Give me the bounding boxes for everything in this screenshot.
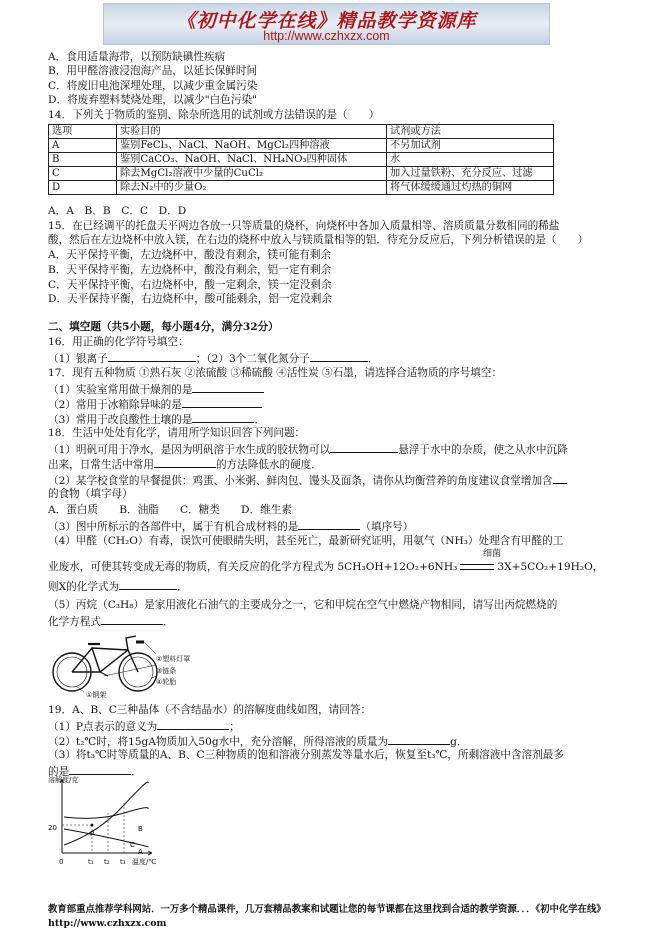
q14-stem: 14．下列关于物质的鉴别、除杂所选用的试剂或方法错误的是（ ） <box>48 109 380 121</box>
q13-option-b: B．用甲醛溶液浸泡海产品，以延长保鲜时间 <box>48 65 258 77</box>
punct: ． <box>177 581 188 593</box>
q18-l5: A．蛋白质 B．油脂 C．糖类 D．维生素 <box>48 504 292 516</box>
table-header-row <box>49 125 554 139</box>
table-cell: 除去N₂中的少量O₂ <box>117 181 387 195</box>
q18-l3: （2）某学校食堂的早餐提供：鸡蛋、小米粥、鲜肉包、馒头及面条，请你从均衡营养的角度建议食堂增加含 <box>48 475 553 487</box>
q18-l7: （4）甲醛（CH₂O）有毒，误饮可使眼睛失明，甚至死亡，最新研究证明，用氨气（NH₃）处理含有甲醛的工 <box>48 535 564 547</box>
q15-stem-1: 15．在已经调平的托盘天平两边各放一只等质量的烧杯，向烧杯中各加入质量相等、溶质质量分数相同的稀盐 <box>48 220 560 232</box>
table-cell: 鉴别FeCl₃、NaCl、NaOH、MgCl₂四种溶液 <box>117 139 387 153</box>
q17-p1 <box>48 381 264 397</box>
graph-x-label: 温度/℃ <box>132 858 157 866</box>
graph-x-tick-t1: t₁ <box>88 858 94 866</box>
q18-l6b: （填序号） <box>360 521 414 533</box>
banner-url[interactable]: http://www.czhxzx.com <box>263 29 390 43</box>
table-cell: 不另加试剂 <box>387 139 554 153</box>
q19-p2a: （2）t₂℃时，将15gA物质加入50g水中，充分溶解，所得溶液的质量为 <box>48 736 389 748</box>
table-cell: 鉴别CaCO₃、NaOH、NaCl、NH₄NO₃四种固体 <box>117 153 387 167</box>
answer-blank[interactable] <box>298 518 360 530</box>
curve-b <box>64 808 148 819</box>
reaction-condition-label: 细菌 <box>483 549 502 559</box>
graph-x-tick-t2: t₂ <box>104 858 110 866</box>
q18-l2b: 的方法降低水的硬度． <box>215 459 322 471</box>
q19-p3: （3）将t₃℃时等质量的A、B、C三种物质的饱和溶液分别蒸发等量水后，恢复至t₃℃，所剩溶液中含溶剂最多 <box>48 749 564 761</box>
table-cell: 加入过量铁粉、充分反应、过滤 <box>387 167 554 181</box>
punct: ． <box>254 414 266 426</box>
q18-l3 <box>48 472 567 488</box>
answer-blank[interactable] <box>192 381 264 393</box>
graph-x-tick-t3: t₃ <box>120 858 126 866</box>
q19-p1 <box>48 718 240 734</box>
punct: ． <box>367 353 379 365</box>
graph-label-b: B <box>138 825 143 833</box>
q19-p1a: （1）P点表示的意义为 <box>48 721 158 733</box>
table-row <box>49 167 554 181</box>
answer-blank[interactable] <box>553 472 567 484</box>
q18-l11a: 化学方程式 <box>48 616 101 628</box>
q13-option-a: A．食用适量海带，以预防缺碘性疾病 <box>48 51 226 63</box>
punct: ； <box>229 721 240 733</box>
q17-p3-text: （3）常用于改良酸性土壤的是 <box>48 414 193 426</box>
curve-c <box>64 829 148 847</box>
graph-label-c: C <box>130 841 135 849</box>
answer-blank[interactable] <box>157 718 229 730</box>
q18-l1 <box>48 441 568 457</box>
table-header-cell: 选项 <box>49 125 117 139</box>
answer-blank[interactable] <box>101 613 163 625</box>
q18-l9 <box>48 578 188 594</box>
q19-p4a: 的是 <box>48 766 70 778</box>
q15-option-b: B．天平保持平衡，左边烧杯中，酸没有剩余，铝一定有剩余 <box>48 264 332 276</box>
bike-label-frame: ①钢架 <box>86 691 107 699</box>
table-row <box>49 153 554 167</box>
q18-l8 <box>48 560 603 574</box>
bike-label-lampshade: ②塑料灯罩 <box>156 655 191 663</box>
q17-p3 <box>48 411 265 427</box>
curve-a <box>64 782 148 845</box>
q15-option-a: A．天平保持平衡，左边烧杯中，酸没有剩余，镁可能有剩余 <box>48 249 332 261</box>
q18-l6a: （3）图中所标示的各部件中，属于有机合成材料的是 <box>48 521 299 533</box>
q18-l1b: 悬浮于水中的杂质，使之从水中沉降 <box>398 444 568 456</box>
answer-blank[interactable] <box>192 411 254 423</box>
q18-l10: （5）丙烷（C₃H₈）是家用液化石油气的主要成分之一，它和甲烷在空气中燃烧产物相同，请写出丙烷燃烧的 <box>48 599 558 611</box>
q18-stem: 18．生活中处处有化学，请用所学知识回答下列问题： <box>48 427 306 439</box>
point-p <box>91 824 94 827</box>
q17-p2-text: （2）常用于冰箱除异味的是 <box>48 399 182 411</box>
answer-blank[interactable] <box>330 441 398 453</box>
q18-l2a: 出来，日常生活中常用 <box>48 459 154 471</box>
table-row <box>49 139 554 153</box>
answer-blank[interactable] <box>310 350 368 362</box>
graph-y-label: 溶解度/克 <box>48 776 79 784</box>
q17-p1-text: （1）实验室常用做干燥剂的是 <box>48 384 193 396</box>
bike-label-chain: ③链条 <box>156 667 177 675</box>
q19-p2b: g． <box>450 736 468 748</box>
table-cell: 水 <box>387 153 554 167</box>
header-banner <box>103 3 550 45</box>
section-heading: 二、填空题（共5小题，每小题4分，满分32分） <box>48 321 279 333</box>
table-row <box>49 181 554 195</box>
graph-label-p: P <box>90 830 95 838</box>
equation-arrow <box>460 564 494 570</box>
q18-l8b: 3X+5CO₂+19H₂O， <box>497 561 604 573</box>
q15-option-d: D．天平保持平衡，右边烧杯中，酸可能剩余，铝一定没剩余 <box>48 293 332 305</box>
answer-blank[interactable] <box>119 578 177 590</box>
q19-stem: 19．A、B、C三种晶体（不含结晶水）的溶解度曲线如图，请回答： <box>48 704 372 716</box>
q17-stem: 17．现有五种物质 ①熟石灰 ②浓硫酸 ③稀硫酸 ④活性炭 ⑤石墨，请选择合适物质的序号填空： <box>48 367 503 379</box>
q18-l6 <box>48 518 413 534</box>
q16-part2: ；（2）3个二氧化氮分子 <box>195 353 310 365</box>
q18-l2 <box>48 456 322 472</box>
table-header-cell: 试剂或方法 <box>387 125 554 139</box>
q16-part1: （1）银离子 <box>48 353 108 365</box>
q18-l9a: 则X的化学式为 <box>48 581 120 593</box>
answer-blank[interactable] <box>388 733 450 745</box>
answer-blank[interactable] <box>108 350 196 362</box>
page-footer: 教育部重点推荐学科网站．一万多个精品课件，几万套精品教案和试题让您的每节课都在这里找到合适的教学资源．．．《初中化学在线》http://www.czhxzx.com <box>48 904 606 929</box>
table-header-cell: 实验目的 <box>117 125 387 139</box>
q18-l8a: 业废水，可使其转变成无毒的物质，有关反应的化学方程式为 5CH₃OH+12O₂+6NH₃ <box>48 561 458 573</box>
banner-title: 《初中化学在线》精品教学资源库 <box>176 10 477 32</box>
table-cell: 将气体缓缓通过灼热的铜网 <box>387 181 554 195</box>
graph-label-a: A <box>138 848 143 856</box>
punct: ． <box>162 616 174 628</box>
table-cell: D <box>49 181 117 195</box>
table-cell: B <box>49 153 117 167</box>
q13-option-d: D．将废弃塑料焚烧处理，以减少"白色污染" <box>48 94 257 106</box>
q19-p2 <box>48 733 468 749</box>
q15-stem-2: 酸，然后在左边烧杯中放入镁，在右边的烧杯中放入与镁质量相等的铝．待充分反应后，下列分析错误的是（ ） <box>48 234 589 246</box>
q14-table <box>48 124 554 195</box>
punct: ． <box>131 766 142 778</box>
q16-stem: 16．用正确的化学符号填空： <box>48 336 189 348</box>
q18-l11 <box>48 613 174 629</box>
graph-y-tick: 20 <box>48 824 57 832</box>
table-cell: C <box>49 167 117 181</box>
table-cell: A <box>49 139 117 153</box>
answer-blank[interactable] <box>182 396 262 408</box>
bike-label-tire: ④轮胎 <box>156 678 177 686</box>
graph-x-tick-0: 0 <box>59 858 64 866</box>
q18-l1a: （1）明矾可用于净水，是因为明矾溶于水生成的胶状物可以 <box>48 444 331 456</box>
q18-l4: 的食物（填字母） <box>48 488 133 500</box>
q15-option-c: C．天平保持平衡，右边烧杯中，酸一定剩余，镁一定没剩余 <box>48 279 332 291</box>
table-cell: 除去MgCl₂溶液中少量的CuCl₂ <box>117 167 387 181</box>
q17-p2 <box>48 396 262 412</box>
q13-option-c: C．将废旧电池深埋处理，以减少重金属污染 <box>48 80 258 92</box>
answer-blank[interactable] <box>154 456 216 468</box>
q14-options: A．A B．B C．C D．D <box>48 205 187 217</box>
q16-answer-line <box>48 350 378 366</box>
